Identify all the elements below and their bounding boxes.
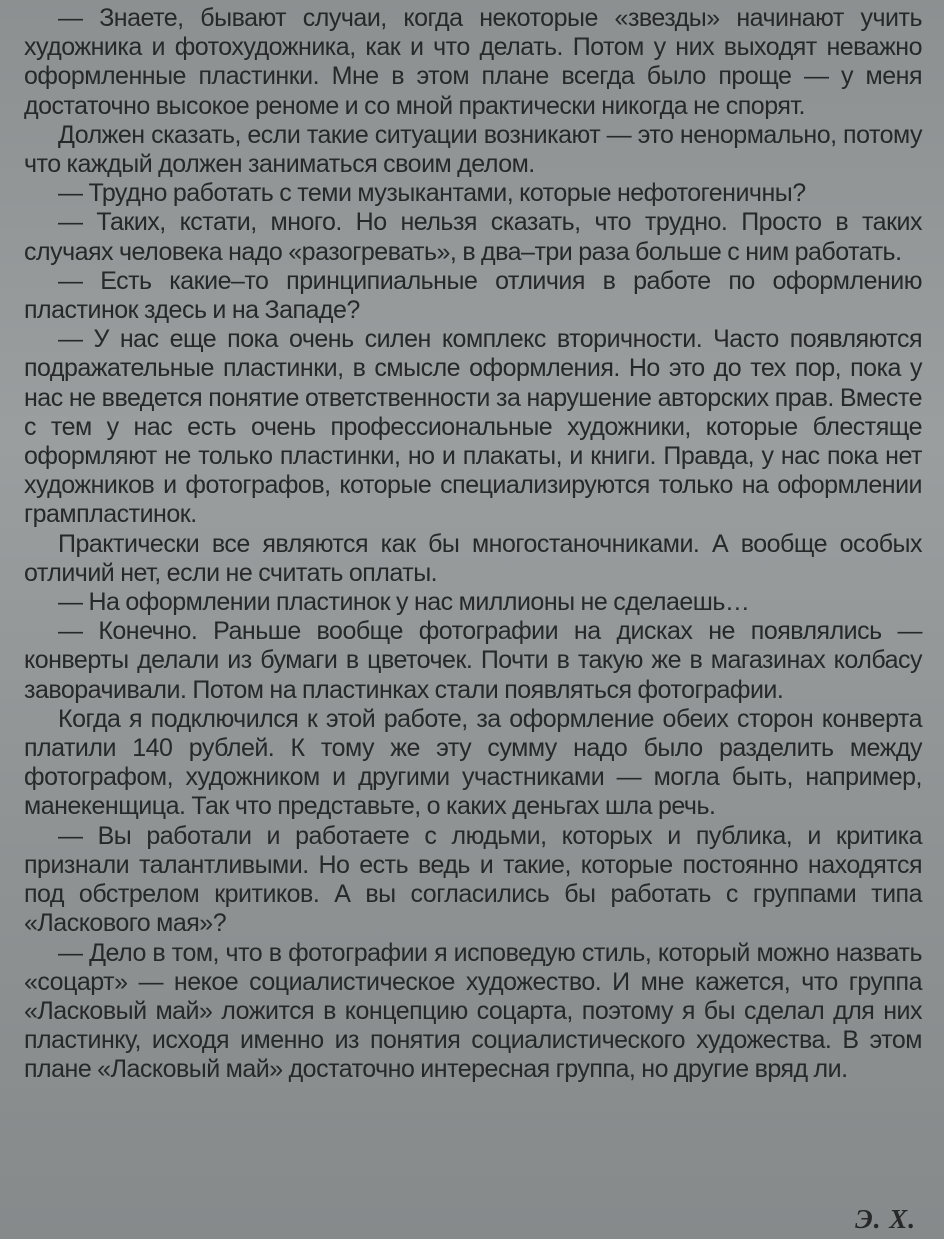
author-signature: Э. Х. bbox=[855, 1204, 916, 1234]
article-paragraph-1: — Знаете, бывают случаи, когда некоторые «звезды» начинают учить художника и фотохудожника, как и что делать. Потом у них выходят неважно оформленные пластинки. Мне в этом плане всегда было проще — у меня достаточно высокое реноме и со мной практически никогда не спорят. bbox=[24, 4, 922, 120]
article-paragraph-2: Должен сказать, если такие ситуации возникают — это ненормально, потому что каждый должен заниматься своим делом. bbox=[24, 120, 922, 179]
article-paragraph-3: — Трудно работать с теми музыкантами, которые нефотогеничны? bbox=[58, 179, 806, 208]
article-paragraph-12: — Дело в том, что в фотографии я исповедую стиль, который можно назвать «соцарт» — некое социалистическое художество. И мне кажется, что группа «Ласковый май» ложится в концепцию соцарта, поэтому я бы сделал для них пластинку, исходя именно из понятия социалистического художества. В этом плане «Ласковый май» достаточно интересная группа, но другие вряд ли. bbox=[24, 938, 922, 1084]
article-paragraph-11: — Вы работали и работаете с людьми, которых и публика, и критика признали талантливыми. Но есть ведь и такие, которые постоянно находятся под обстрелом критиков. А вы согласились бы работать с группами типа «Ласкового мая»? bbox=[24, 821, 922, 938]
article-paragraph-9: — Конечно. Раньше вообще фотографии на дисках не появлялись — конверты делали из бумаги в цветочек. Почти в такую же в магазинах колбасу заворачивали. Потом на пластинках стали появляться фотографии. bbox=[24, 617, 922, 704]
article-paragraph-5: — Есть какие–то принципиальные отличия в работе по оформлению пластинок здесь и на Западе? bbox=[24, 266, 922, 325]
article-paragraph-6: — У нас еще пока очень силен комплекс вторичности. Часто появляются подражательные пластинки, в смысле оформления. Но это до тех пор, пока у нас не введется понятие ответственности за нарушение авторских прав. Вместе с тем у нас есть очень профессиональные художники, которые блестяще оформляют не только пластинки, но и плакаты, и книги. Правда, у нас пока нет художников и фотографов, которые специализируются только на оформлении грампластинок. bbox=[24, 325, 922, 529]
article-paragraph-4: — Таких, кстати, много. Но нельзя сказать, что трудно. Просто в таких случаях человека надо «разогревать», в два–три раза больше с ним работать. bbox=[24, 208, 922, 266]
article-paragraph-8: — На оформлении пластинок у нас миллионы не сделаешь… bbox=[58, 588, 750, 617]
article-paragraph-10: Когда я подключился к этой работе, за оформление обеих сторон конверта платили 140 рублей. К тому же эту сумму надо было разделить между фотографом, художником и другими участниками — могла быть, например, манекенщица. Так что представьте, о каких деньгах шла речь. bbox=[24, 704, 922, 821]
article-paragraph-7: Практически все являются как бы многостаночниками. А вообще особых отличий нет, если не считать оплаты. bbox=[24, 529, 922, 587]
